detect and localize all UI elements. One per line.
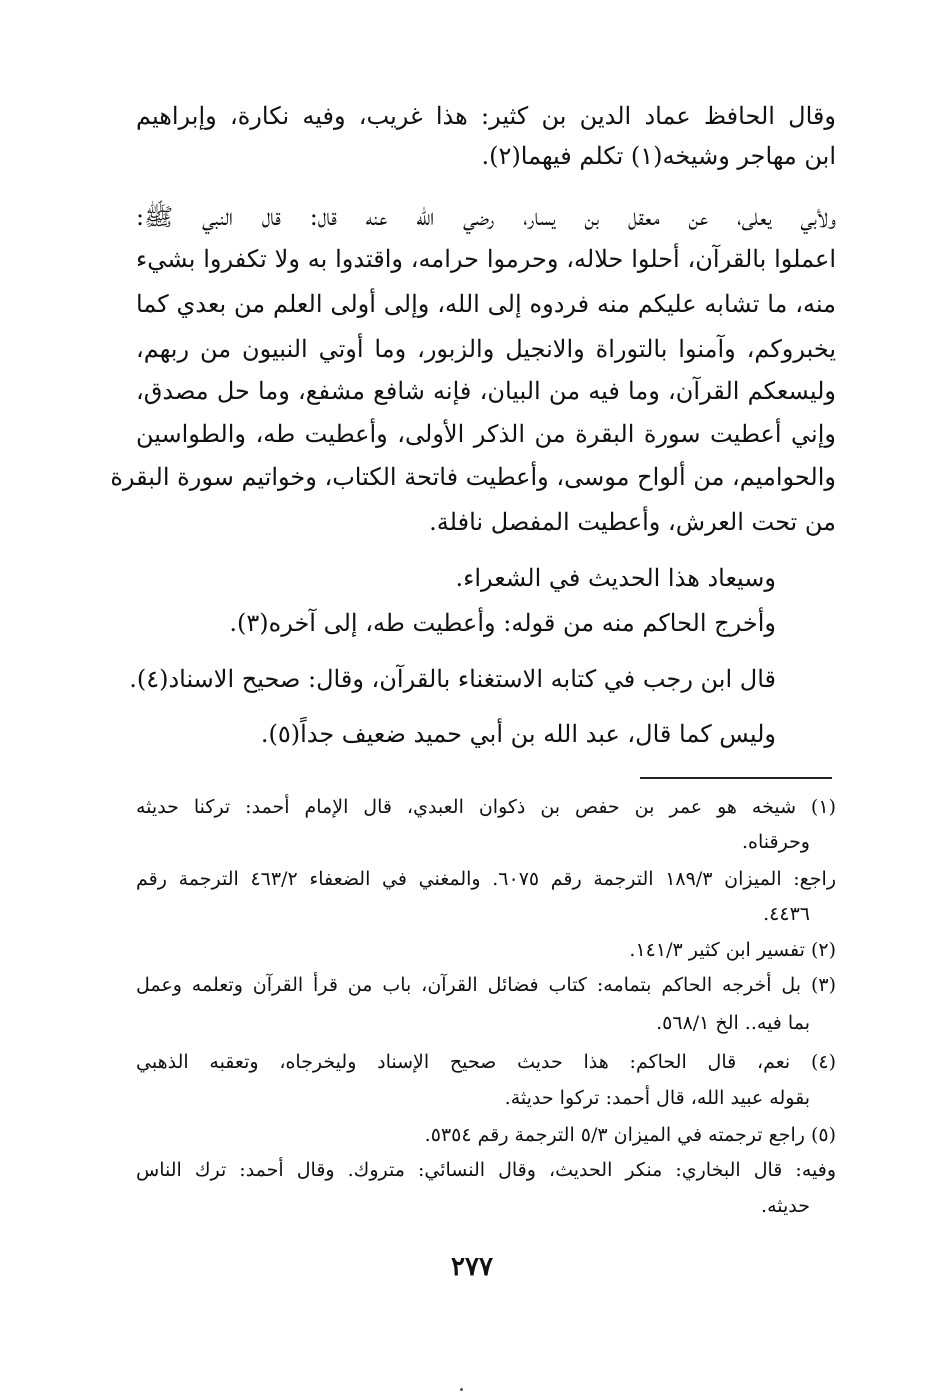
body-line: من تحت العرش، وأعطيت المفصل نافلة. bbox=[429, 508, 836, 536]
body-line: وإني أعطيت سورة البقرة من الذكر الأولى، وأعطيت طه، والطواسين bbox=[136, 420, 836, 448]
footnote-1-ref-cont: ٤٤٣٦. bbox=[763, 903, 810, 925]
body-line: وسيعاد هذا الحديث في الشعراء. bbox=[455, 564, 776, 592]
page-number: ٢٧٧ bbox=[451, 1252, 493, 1282]
footnote-3: (٣) بل أخرجه الحاكم بتمامه: كتاب فضائل القرآن، باب من قرأ القرآن وتعلمه وعمل bbox=[136, 974, 836, 996]
body-line: وليسعكم القرآن، وما فيه من البيان، فإنه شافع مشفع، وما حل مصدق، bbox=[136, 377, 836, 405]
footnote-4-cont: بقوله عبيد الله، قال أحمد: تركوا حديثة. bbox=[504, 1087, 810, 1109]
body-line: قال ابن رجب في كتابه الاستغناء بالقرآن، وقال: صحيح الاسناد(٤). bbox=[129, 665, 776, 693]
body-line: ابن مهاجر وشيخه(١) تكلم فيهما(٢). bbox=[481, 142, 836, 170]
footnote-5-note-cont: حديثه. bbox=[761, 1195, 810, 1217]
body-line: يخبروكم، وآمنوا بالتوراة والانجيل والزبور، وما أوتي النبيون من ربهم، bbox=[136, 335, 836, 363]
body-line: اعملوا بالقرآن، أحلوا حلاله، وحرموا حرامه، واقتدوا به ولا تكفروا بشيء bbox=[136, 245, 836, 273]
footnote-1: (١) شيخه هو عمر بن حفص بن ذكوان العبدي، قال الإمام أحمد: تركنا حديثه bbox=[136, 796, 836, 818]
footnote-2: (٢) تفسير ابن كثير ١٤١/٣. bbox=[629, 939, 836, 961]
footnote-separator bbox=[640, 777, 832, 779]
footnote-1-cont: وحرقناه. bbox=[741, 831, 810, 853]
body-line: منه، ما تشابه عليكم منه فردوه إلى الله، وإلى أولى العلم من بعدي كما bbox=[136, 290, 837, 318]
scan-speck bbox=[460, 1388, 463, 1391]
footnote-1-ref: راجع: الميزان ١٨٩/٣ الترجمة رقم ٦٠٧٥. والمغني في الضعفاء ٤٦٣/٢ الترجمة رقم bbox=[136, 868, 836, 890]
footnote-5: (٥) راجع ترجمته في الميزان ٥/٣ الترجمة رقم ٥٣٥٤. bbox=[424, 1124, 836, 1146]
body-line: وأخرج الحاكم منه من قوله: وأعطيت طه، إلى آخره(٣). bbox=[229, 609, 776, 637]
footnote-5-note: وفيه: قال البخاري: منكر الحديث، وقال النسائي: متروك. وقال أحمد: ترك الناس bbox=[136, 1159, 836, 1181]
body-line: والحواميم، من ألواح موسى، وأعطيت فاتحة الكتاب، وخواتيم سورة البقرة bbox=[110, 463, 836, 491]
body-line: وقال الحافظ عماد الدين بن كثير: هذا غريب، وفيه نكارة، وإبراهيم bbox=[136, 102, 836, 130]
body-line: ولأبي يعلى، عن معقل بن يسار، رضي الله عنه قال: قال النبي ﷺ: bbox=[136, 203, 836, 231]
footnote-3-cont: بما فيه.. الخ ٥٦٨/١. bbox=[656, 1012, 810, 1034]
footnote-4: (٤) نعم، قال الحاكم: هذا حديث صحيح الإسناد وليخرجاه، وتعقبه الذهبي bbox=[136, 1051, 836, 1073]
body-line: وليس كما قال، عبد الله بن أبي حميد ضعيف جداً(٥). bbox=[260, 720, 776, 748]
